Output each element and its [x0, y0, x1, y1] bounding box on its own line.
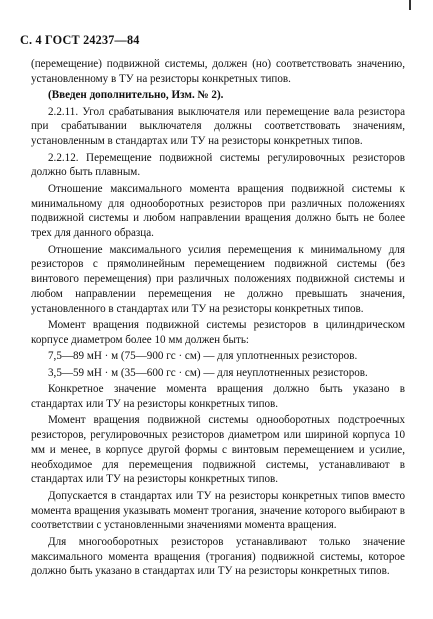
page-header: С. 4 ГОСТ 24237—84	[20, 33, 140, 47]
clause-2-2-12: 2.2.12. Перемещение подвижной системы регулировочных резисторов должно быть плавным.	[31, 151, 405, 179]
paragraph-specific-value: Конкретное значение момента вращения должно быть указано в стандартах или ТУ на резисторы конкретных типов.	[31, 383, 405, 410]
paragraph-rotation-ratio: Отношение максимального момента вращения подвижной системы к минимальному для однооборотных резисторов при различных положениях подвижной системы и любом направлении вращения должно быть не более трех для данного образца.	[31, 182, 405, 240]
clause-2-2-11: 2.2.11. Угол срабатывания выключателя или перемещение вала резистора при срабатывании выключателя должны соответствовать значениям, установленным в стандартах или ТУ на резисторы конкретных типов.	[31, 105, 405, 148]
paragraph-starting-torque: Допускается в стандартах или ТУ на резисторы конкретных типов вместо момента вращения указывать момент трогания, значение которого выбирают в соответствии с установленными значениями момента вращения.	[31, 489, 405, 532]
torque-value-sealed: 7,5—89 мН · м (75—900 гс · см) — для уплотненных резисторов.	[48, 350, 358, 363]
paragraph-continuation: (перемещение) подвижной системы, должен (но) соответствовать значению, установленному в ТУ на резисторы конкретных типов.	[31, 58, 405, 85]
paragraph-force-ratio: Отношение максимального усилия перемещения к минимальному для резисторов с прямолинейным перемещением подвижной системы (без винтового перемещения) при различных положениях подвижной системы и любом направлении перемещения не должно превышать значения, установленного в стандартах или ТУ на резисторы конкретных типов.	[31, 243, 405, 315]
paragraph-multiturn: Для многооборотных резисторов устанавливают только значение максимального момента вращения (трогания) подвижной системы, которое должно быть указано в стандартах или ТУ на резисторы конкретных типов.	[31, 535, 405, 578]
document-body	[31, 57, 405, 581]
torque-value-unsealed: 3,5—59 мН · м (35—600 гс · см) — для неуплотненных резисторов.	[48, 366, 368, 379]
paragraph-trimmer-torque: Момент вращения подвижной системы однооборотных подстроечных резисторов, регулировочных резисторов диаметром или шириной корпуса 10 мм и менее, в корпусе другой формы с винтовым перемещением и усилие, необходимое для перемещения подвижной системы, устанавливают в стандартах или ТУ на резисторы конкретных типов.	[31, 414, 405, 486]
amendment-note: (Введен дополнительно, Изм. № 2).	[48, 89, 224, 102]
paragraph-torque-cylindrical: Момент вращения подвижной системы резисторов в цилиндрическом корпусе диаметром более 10 мм должен быть:	[31, 319, 405, 346]
page-edge-mark	[409, 0, 411, 10]
